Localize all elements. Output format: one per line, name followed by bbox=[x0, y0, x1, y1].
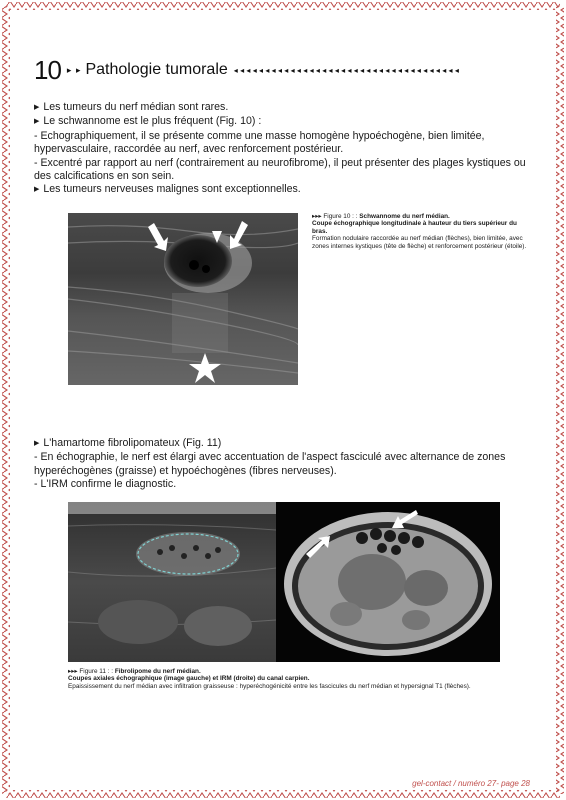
paragraph: - En échographie, le nerf est élargi avec accentuation de l'aspect fasciculé avec alternance de zones hyperéchogènes (graisse) et hypoéchogènes (fibres nerveuses). bbox=[34, 451, 506, 477]
arrow-left-decoration-icon: ◂◂◂◂◂◂◂◂◂◂◂◂◂◂◂◂◂◂◂◂◂◂◂◂◂◂◂◂◂◂◂◂◂◂◂◂ bbox=[233, 65, 462, 75]
caption-subtitle: Coupe échographique longitudinale à hauteur du tiers supérieur du bras. bbox=[312, 220, 517, 235]
paragraph: - Echographiquement, il se présente comme une masse homogène hypoéchogène, bien limitée, hypervasculaire, raccordée au nerf, avec renforcement postérieur. bbox=[34, 129, 485, 156]
caption-prefix: ▸▸▸ Figure 11 : : bbox=[68, 668, 114, 675]
figure-11-caption bbox=[68, 668, 508, 690]
figure-11-ultrasound-image bbox=[68, 502, 276, 662]
figure-11-mri-image bbox=[276, 502, 500, 662]
caption-title: Fibrolipome du nerf médian. bbox=[114, 668, 201, 675]
section1-text bbox=[34, 101, 534, 198]
section-number: 10 bbox=[34, 54, 61, 85]
paragraph-bullet: ▶ Le schwannome est le plus fréquent (Fig. 10) : bbox=[34, 115, 534, 129]
caption-title: Schwannome du nerf médian. bbox=[359, 213, 450, 220]
caption-text: Formation nodulaire raccordée au nerf médian (flèches), bien limitée, avec zones internes kystiques (tête de flèche) et renforcement postérieur (étoile). bbox=[312, 235, 527, 250]
caption-text: Epaississement du nerf médian avec infiltration graisseuse : hyperéchogénicité entre les fascicules du nerf médian et hypersignal T1 (flèches). bbox=[68, 682, 471, 690]
section2-text bbox=[34, 437, 534, 492]
section-header bbox=[34, 52, 534, 88]
arrow-right-icon: ▸ ▸ bbox=[66, 64, 82, 75]
paragraph: - L'IRM confirme le diagnostic. bbox=[34, 478, 177, 491]
section-title: Pathologie tumorale bbox=[85, 61, 228, 78]
figure-10-caption bbox=[312, 213, 532, 250]
figure-10-ultrasound-image bbox=[68, 213, 298, 385]
page-footer: gel-contact / numéro 27- page 28 bbox=[412, 779, 530, 788]
paragraph-bullet: ▶ Les tumeurs nerveuses malignes sont exceptionnelles. bbox=[34, 183, 534, 197]
caption-subtitle: Coupes axiales échographique (image gauche) et IRM (droite) du canal carpien. bbox=[68, 675, 310, 683]
paragraph-bullet: ▶ L'hamartome fibrolipomateux (Fig. 11) bbox=[34, 437, 534, 451]
paragraph: - Excentré par rapport au nerf (contrairement au neurofibrome), il peut présenter des plages kystiques ou des calcifications en son sein. bbox=[34, 156, 526, 183]
caption-prefix: ▸▸▸ Figure 10 : : bbox=[312, 213, 358, 220]
paragraph-bullet: ▶ Les tumeurs du nerf médian sont rares. bbox=[34, 101, 534, 115]
